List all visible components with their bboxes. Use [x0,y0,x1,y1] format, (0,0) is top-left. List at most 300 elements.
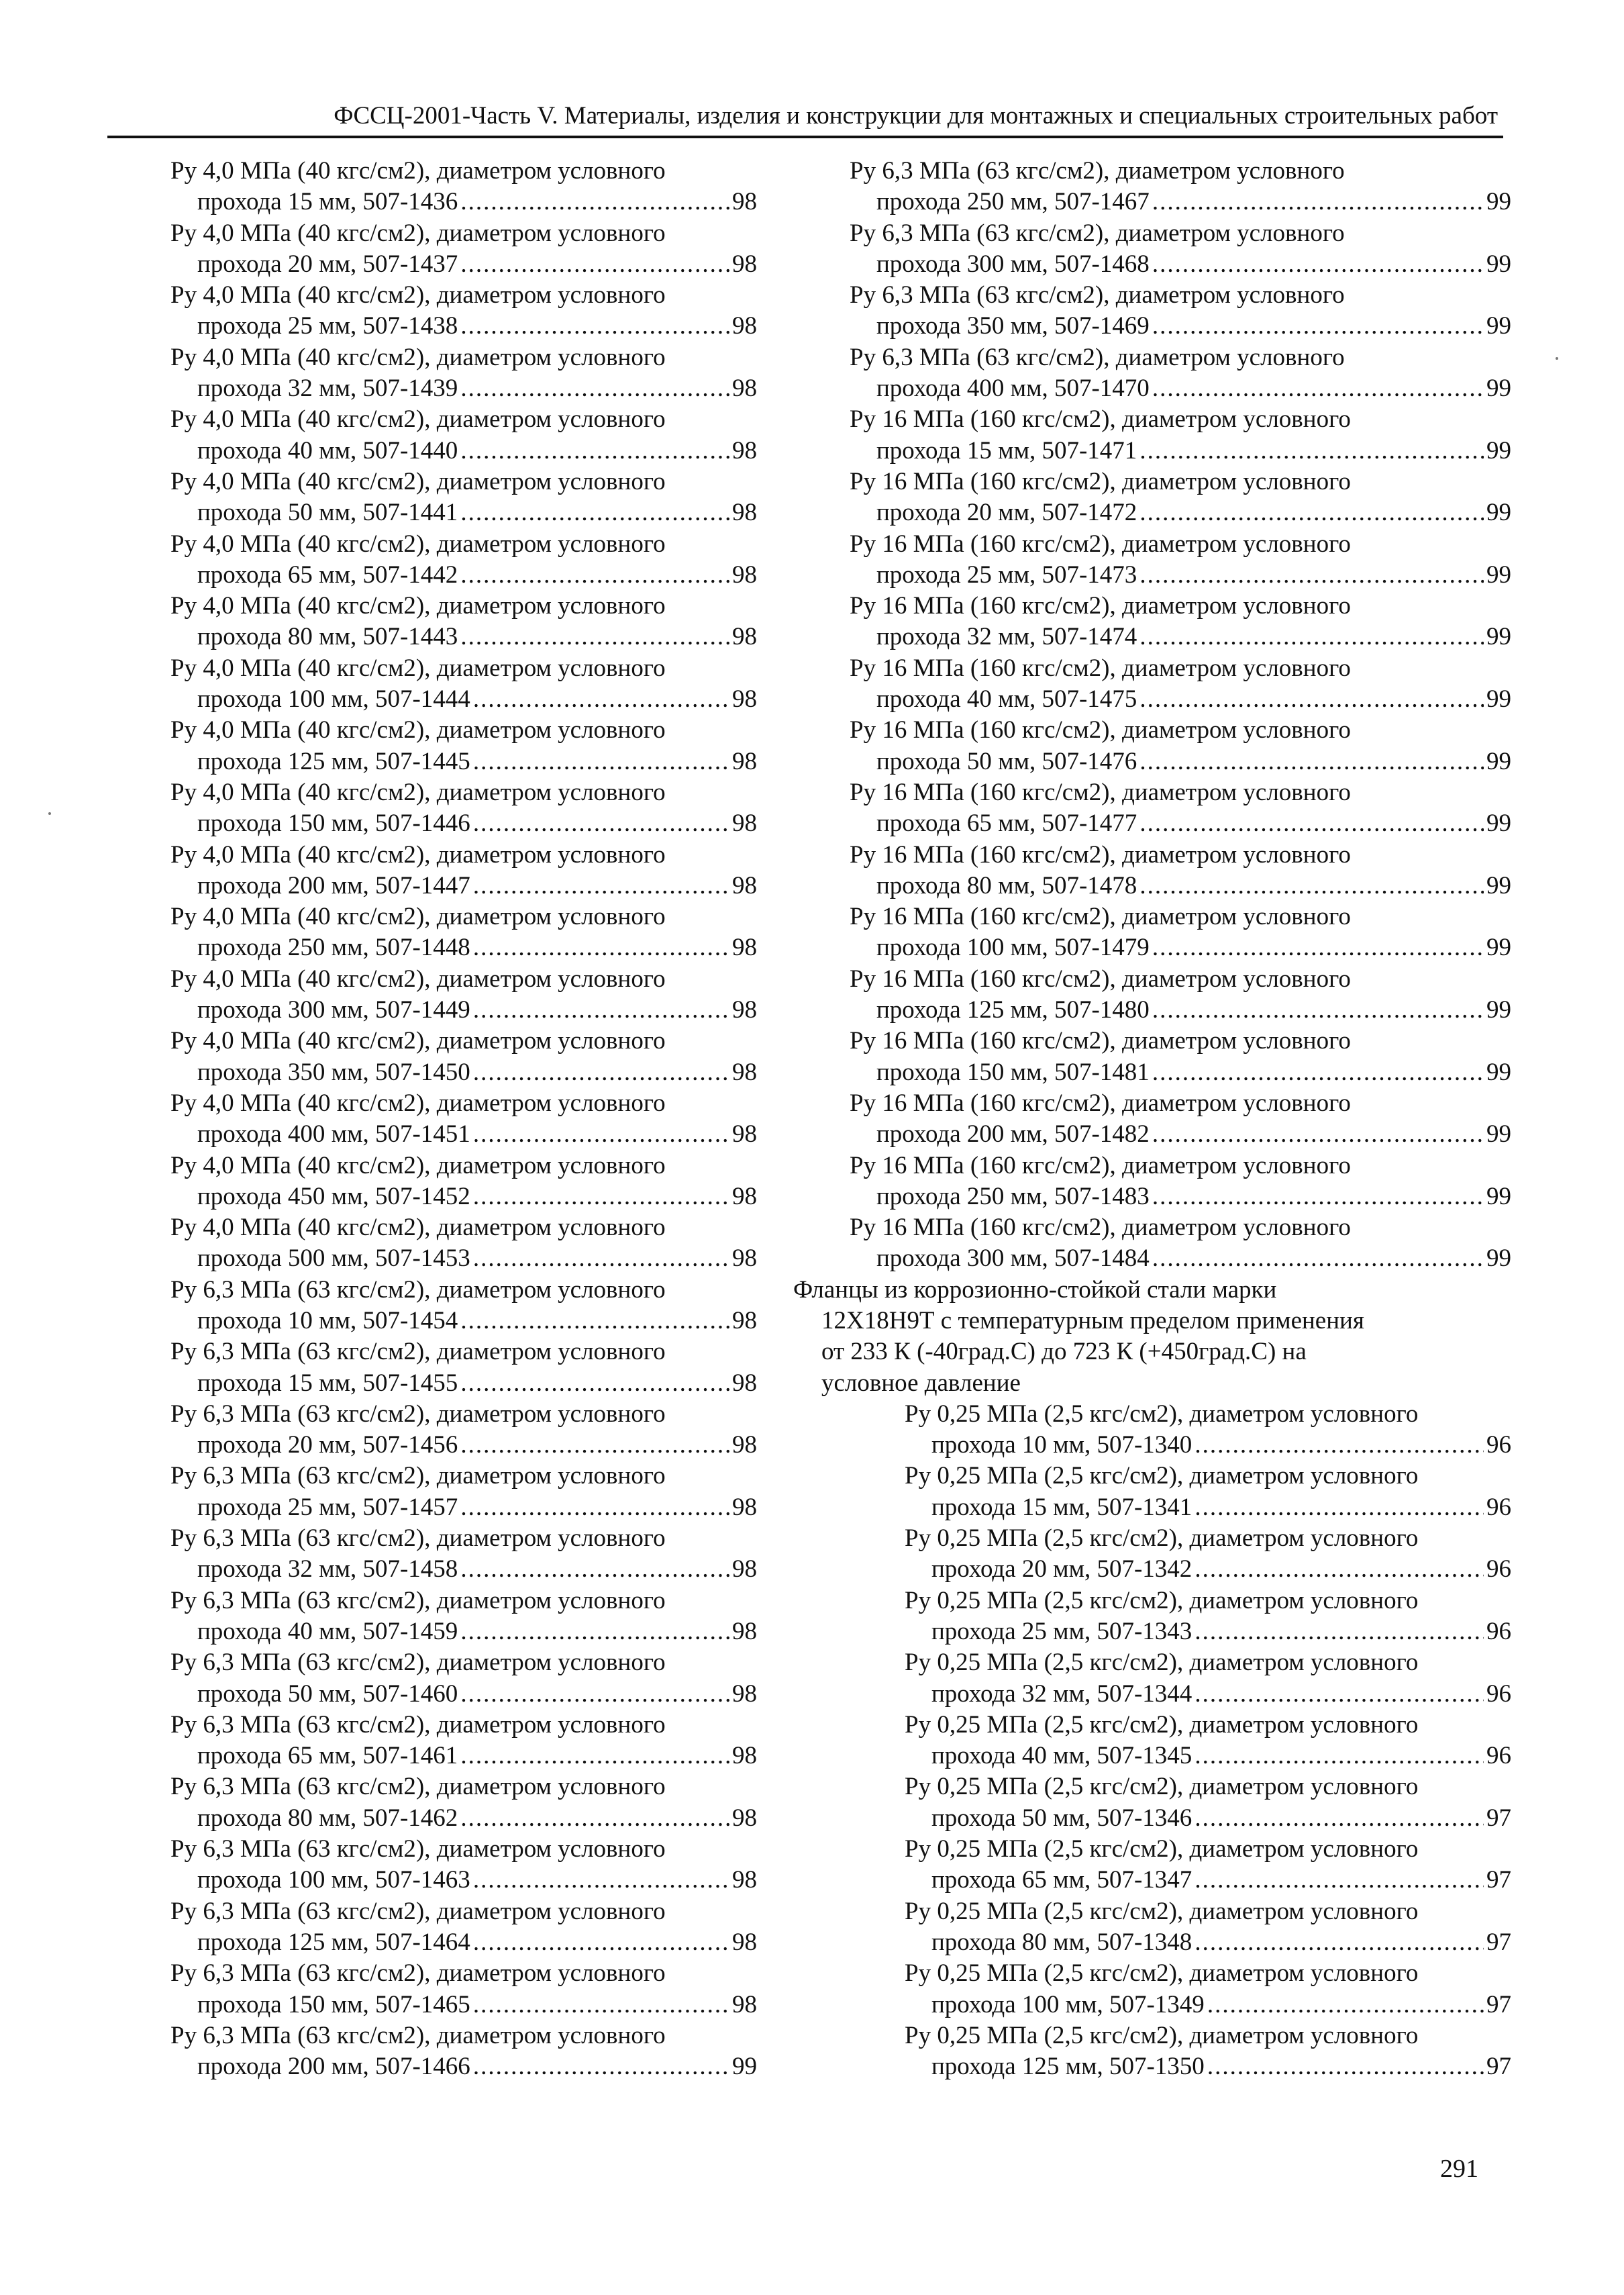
index-entry [170,1461,757,1523]
entry-page-number: 99 [1486,871,1511,899]
entry-code: прохода 10 мм, 507-1454 [197,1306,458,1334]
entry-description: Ру 4,0 МПа (40 кгс/см2), диаметром условного [170,654,666,682]
entry-description: Ру 4,0 МПа (40 кгс/см2), диаметром условного [170,903,666,931]
dot-leader [460,1306,729,1336]
dot-leader [473,684,729,715]
entry-page-number: 98 [732,934,757,962]
entry-reference-line [850,746,1511,777]
dot-leader [460,436,729,467]
section-heading-line: условное давление [821,1369,1021,1397]
entry-reference-line [850,1057,1511,1088]
entry-reference-line [170,746,757,777]
section-heading-line: от 233 К (-40град.С) до 723 К (+450град.С) на [821,1338,1307,1366]
entry-description: Ру 0,25 МПа (2,5 кгс/см2), диаметром условного [905,1462,1419,1490]
entry-page-number: 98 [732,188,757,216]
entry-reference-line [170,1927,757,1958]
index-entry [170,1151,757,1213]
entry-description: Ру 0,25 МПа (2,5 кгс/см2), диаметром условного [905,1897,1419,1925]
entry-description: Ру 0,25 МПа (2,5 кгс/см2), диаметром условного [905,1959,1419,1988]
dot-leader [1195,1803,1484,1834]
entry-code: прохода 300 мм, 507-1449 [197,996,470,1024]
entry-description: Ру 16 МПа (160 кгс/см2), диаметром условного [850,1214,1351,1242]
entry-description: Ру 6,3 МПа (63 кгс/см2), диаметром условного [170,1835,666,1863]
index-entry [850,591,1511,653]
entry-page-number: 99 [1486,312,1511,340]
entry-reference-line [170,1368,757,1399]
entry-code: прохода 40 мм, 507-1345 [931,1742,1192,1770]
dot-leader [460,1554,729,1585]
entry-reference-line [850,995,1511,1026]
dot-leader [1152,187,1484,217]
dot-leader [460,497,729,528]
entry-description: Ру 0,25 МПа (2,5 кгс/см2), диаметром условного [905,1524,1419,1553]
entry-code: прохода 20 мм, 507-1342 [931,1555,1192,1583]
index-entry [850,901,1511,964]
entry-description: Ру 0,25 МПа (2,5 кгс/см2), диаметром условного [905,1649,1419,1677]
entry-description: Ру 4,0 МПа (40 кгс/см2), диаметром условного [170,840,666,869]
entry-reference-line [170,1430,757,1461]
dot-leader [460,1741,729,1771]
entry-reference-line [850,684,1511,715]
entry-code: прохода 100 мм, 507-1463 [197,1866,470,1894]
entry-page-number: 97 [1486,2053,1511,2081]
dot-leader [460,311,729,342]
entry-reference-line [170,622,757,652]
entry-description: Ру 6,3 МПа (63 кгс/см2), диаметром условного [850,219,1345,247]
dot-leader [473,1927,729,1958]
dot-leader [1139,684,1484,715]
entry-description: Ру 16 МПа (160 кгс/см2), диаметром условного [850,716,1351,744]
entry-page-number: 99 [1486,747,1511,775]
index-entry [170,1026,757,1088]
entry-code: прохода 65 мм, 507-1442 [197,560,458,589]
index-entry [850,1151,1511,1213]
index-entry [170,342,757,405]
entry-page-number: 99 [1486,810,1511,838]
dot-leader [460,1430,729,1461]
entry-description: Ру 16 МПа (160 кгс/см2), диаметром условного [850,405,1351,434]
entry-reference-line [905,1679,1511,1710]
entry-page-number: 99 [1486,375,1511,403]
index-entry [170,1088,757,1151]
entry-description: Ру 4,0 МПа (40 кгс/см2), диаметром условного [170,965,666,993]
dot-leader [473,1057,729,1088]
section-heading-line: 12Х18Н9Т с температурным пределом применения [821,1306,1364,1334]
entry-code: прохода 450 мм, 507-1452 [197,1182,470,1210]
index-entry [850,777,1511,840]
entry-reference-line [850,871,1511,901]
index-entry [905,1399,1511,1461]
entry-reference-line [170,249,757,280]
entry-code: прохода 100 мм, 507-1479 [876,934,1150,962]
entry-reference-line [850,249,1511,280]
entry-page-number: 99 [1486,188,1511,216]
entry-description: Ру 6,3 МПа (63 кгс/см2), диаметром условного [170,1897,666,1925]
entry-reference-line [170,1554,757,1585]
entry-description: Ру 4,0 МПа (40 кгс/см2), диаметром условного [170,405,666,434]
entry-page-number: 99 [1486,250,1511,278]
entry-page-number: 99 [1486,1120,1511,1149]
entry-page-number: 99 [1486,934,1511,962]
dot-leader [1195,1430,1484,1461]
dot-leader [473,746,729,777]
entry-description: Ру 4,0 МПа (40 кгс/см2), диаметром условного [170,1151,666,1179]
entry-reference-line [905,1554,1511,1585]
entry-code: прохода 65 мм, 507-1477 [876,810,1137,838]
entry-page-number: 99 [1486,685,1511,714]
dot-leader [1139,746,1484,777]
entry-reference-line [170,1990,757,2020]
entry-code: прохода 50 мм, 507-1476 [876,747,1137,775]
scan-speck [48,812,51,815]
entry-description: Ру 16 МПа (160 кгс/см2), диаметром условного [850,592,1351,620]
entry-reference-line [905,2051,1511,2082]
entry-reference-line [170,1865,757,1896]
entry-reference-line [170,995,757,1026]
dot-leader [1195,1679,1484,1710]
dot-leader [1207,1990,1484,2020]
index-entry [850,1026,1511,1088]
entry-code: прохода 32 мм, 507-1344 [931,1679,1192,1708]
entry-page-number: 97 [1486,1928,1511,1956]
entry-code: прохода 150 мм, 507-1465 [197,1990,470,2018]
entry-description: Ру 4,0 МПа (40 кгс/см2), диаметром условного [170,467,666,495]
dot-leader [1195,1741,1484,1771]
index-entry [850,342,1511,405]
entry-description: Ру 4,0 МПа (40 кгс/см2), диаметром условного [170,716,666,744]
entry-page-number: 97 [1486,1804,1511,1832]
entry-reference-line [905,1803,1511,1834]
dot-leader [1139,497,1484,528]
dot-leader [1152,1057,1484,1088]
entry-reference-line [850,373,1511,404]
entry-description: Ру 0,25 МПа (2,5 кгс/см2), диаметром условного [905,2021,1419,2049]
dot-leader [460,249,729,280]
dot-leader [1152,373,1484,404]
dot-leader [1152,995,1484,1026]
entry-reference-line [170,1492,757,1523]
running-header-title: ФССЦ-2001-Часть V. Материалы, изделия и конструкции для монтажных и специальных строительных работ [334,102,1498,130]
entry-page-number: 98 [732,499,757,527]
entry-code: прохода 250 мм, 507-1483 [876,1182,1150,1210]
dot-leader [460,1368,729,1399]
index-entry [850,156,1511,218]
entry-reference-line [850,187,1511,217]
index-entry [850,964,1511,1026]
index-entries-right [850,156,1511,1275]
entry-page-number: 99 [1486,1182,1511,1210]
index-entry [170,1523,757,1585]
page-number: 291 [1440,2155,1478,2183]
index-entry [170,1896,757,1959]
entry-reference-line [850,560,1511,591]
entry-code: прохода 40 мм, 507-1440 [197,436,458,465]
entry-code: прохода 50 мм, 507-1346 [931,1804,1192,1832]
dot-leader [473,1181,729,1212]
entry-description: Ру 4,0 МПа (40 кгс/см2), диаметром условного [170,219,666,247]
index-entry [905,1523,1511,1585]
dot-leader [473,1990,729,2020]
index-column-left [170,156,757,2082]
entry-reference-line [850,436,1511,467]
entry-reference-line [170,311,757,342]
index-entry [905,1647,1511,1710]
entry-code: прохода 150 мм, 507-1446 [197,810,470,838]
entry-reference-line [170,1803,757,1834]
section-heading-line: Фланцы из коррозионно-стойкой стали марки [793,1275,1277,1304]
index-entry [170,529,757,591]
index-entry [850,467,1511,529]
dot-leader [473,808,729,839]
entry-description: Ру 6,3 МПа (63 кгс/см2), диаметром условного [170,1959,666,1988]
entry-reference-line [170,373,757,404]
entry-description: Ру 16 МПа (160 кгс/см2), диаметром условного [850,1089,1351,1117]
entry-page-number: 99 [1486,499,1511,527]
index-entry [170,1958,757,2020]
entry-code: прохода 25 мм, 507-1343 [931,1617,1192,1645]
index-entry [170,1834,757,1896]
entry-page-number: 96 [1486,1679,1511,1708]
dot-leader [1152,1119,1484,1150]
entry-description: Ру 6,3 МПа (63 кгс/см2), диаметром условного [170,1586,666,1614]
index-entry [905,1585,1511,1648]
entry-code: прохода 65 мм, 507-1461 [197,1742,458,1770]
dot-leader [1195,1927,1484,1958]
index-entry [170,156,757,218]
entry-page-number: 98 [732,747,757,775]
index-entry [170,1771,757,1834]
entry-code: прохода 80 мм, 507-1478 [876,871,1137,899]
entry-reference-line [170,932,757,963]
entry-page-number: 99 [1486,996,1511,1024]
entry-code: прохода 400 мм, 507-1470 [876,375,1150,403]
index-entry [170,2020,757,2083]
index-entry [850,1088,1511,1151]
entry-page-number: 98 [732,1804,757,1832]
entry-code: прохода 125 мм, 507-1480 [876,996,1150,1024]
entry-code: прохода 32 мм, 507-1458 [197,1555,458,1583]
index-entry [170,1212,757,1275]
dot-leader [473,995,729,1026]
entry-page-number: 96 [1486,1431,1511,1459]
entry-description: Ру 4,0 МПа (40 кгс/см2), диаметром условного [170,1089,666,1117]
entry-description: Ру 6,3 МПа (63 кгс/см2), диаметром условного [170,1773,666,1801]
dot-leader [473,1119,729,1150]
entry-reference-line [905,1741,1511,1771]
dot-leader [473,932,729,963]
entry-reference-line [170,808,757,839]
entry-page-number: 98 [732,1244,757,1273]
running-header [107,93,1503,138]
dot-leader [1195,1865,1484,1896]
entry-page-number: 98 [732,1866,757,1894]
entry-page-number: 99 [1486,623,1511,651]
index-entry [170,1336,757,1399]
entry-code: прохода 200 мм, 507-1466 [197,2053,470,2081]
index-entry [170,964,757,1026]
entry-code: прохода 125 мм, 507-1350 [931,2053,1205,2081]
dot-leader [1139,622,1484,652]
entry-description: Ру 0,25 МПа (2,5 кгс/см2), диаметром условного [905,1710,1419,1739]
index-entry [850,715,1511,777]
index-entry [850,280,1511,342]
index-entry [170,1710,757,1772]
entry-description: Ру 6,3 МПа (63 кгс/см2), диаметром условного [170,1524,666,1553]
index-entry [905,2020,1511,2083]
dot-leader [1152,249,1484,280]
dot-leader [473,871,729,901]
index-entry [850,653,1511,716]
entry-description: Ру 6,3 МПа (63 кгс/см2), диаметром условного [170,1400,666,1428]
index-entry [170,777,757,840]
entry-description: Ру 6,3 МПа (63 кгс/см2), диаметром условного [850,157,1345,185]
entry-code: прохода 80 мм, 507-1348 [931,1928,1192,1956]
entry-page-number: 98 [732,560,757,589]
entry-page-number: 98 [732,1493,757,1521]
dot-leader [1139,436,1484,467]
entry-page-number: 98 [732,1306,757,1334]
index-entry [170,467,757,529]
dot-leader [1207,2051,1484,2082]
entry-page-number: 98 [732,996,757,1024]
index-entry [850,218,1511,281]
entry-reference-line [170,1741,757,1771]
entry-description: Ру 4,0 МПа (40 кгс/см2), диаметром условного [170,157,666,185]
entry-reference-line [850,622,1511,652]
entry-code: прохода 100 мм, 507-1349 [931,1990,1205,2018]
entry-description: Ру 16 МПа (160 кгс/см2), диаметром условного [850,467,1351,495]
index-entry [170,1399,757,1461]
index-entry [850,1212,1511,1275]
entry-page-number: 98 [732,1431,757,1459]
index-entry [850,404,1511,467]
entry-reference-line [850,497,1511,528]
index-entry [170,840,757,902]
entry-page-number: 98 [732,1058,757,1086]
entry-code: прохода 350 мм, 507-1450 [197,1058,470,1086]
scan-speck [1556,357,1558,360]
index-entry [905,1834,1511,1896]
entry-code: прохода 10 мм, 507-1340 [931,1431,1192,1459]
entry-page-number: 99 [1486,436,1511,465]
entry-page-number: 96 [1486,1617,1511,1645]
index-entry [905,1896,1511,1959]
entry-reference-line [170,1679,757,1710]
entry-description: Ру 16 МПа (160 кгс/см2), диаметром условного [850,1027,1351,1055]
dot-leader [460,622,729,652]
entry-code: прохода 80 мм, 507-1462 [197,1804,458,1832]
index-entry [170,901,757,964]
entry-description: Ру 6,3 МПа (63 кгс/см2), диаметром условного [170,1710,666,1739]
entry-page-number: 98 [732,810,757,838]
entry-page-number: 98 [732,1928,757,1956]
entry-reference-line [850,1181,1511,1212]
entry-code: прохода 15 мм, 507-1341 [931,1493,1192,1521]
entry-code: прохода 65 мм, 507-1347 [931,1866,1192,1894]
entry-description: Ру 0,25 МПа (2,5 кгс/см2), диаметром условного [905,1586,1419,1614]
dot-leader [1195,1492,1484,1523]
entry-reference-line [170,871,757,901]
entry-description: Ру 0,25 МПа (2,5 кгс/см2), диаметром условного [905,1773,1419,1801]
index-entry [905,1771,1511,1834]
entry-code: прохода 200 мм, 507-1447 [197,871,470,899]
entry-description: Ру 6,3 МПа (63 кгс/см2), диаметром условного [170,1649,666,1677]
dot-leader [1139,808,1484,839]
entry-page-number: 99 [732,2053,757,2081]
entry-code: прохода 300 мм, 507-1468 [876,250,1150,278]
dot-leader [1139,871,1484,901]
entry-reference-line [170,1119,757,1150]
entry-page-number: 98 [732,685,757,714]
entry-reference-line [170,560,757,591]
entry-code: прохода 150 мм, 507-1481 [876,1058,1150,1086]
dot-leader [1152,932,1484,963]
entry-reference-line [170,684,757,715]
entry-code: прохода 15 мм, 507-1471 [876,436,1137,465]
index-entry [905,1710,1511,1772]
entry-page-number: 98 [732,250,757,278]
entry-description: Ру 16 МПа (160 кгс/см2), диаметром условного [850,840,1351,869]
entry-code: прохода 250 мм, 507-1448 [197,934,470,962]
dot-leader [460,1803,729,1834]
entry-page-number: 98 [732,1617,757,1645]
entry-code: прохода 15 мм, 507-1436 [197,188,458,216]
entry-description: Ру 16 МПа (160 кгс/см2), диаметром условного [850,654,1351,682]
entry-code: прохода 250 мм, 507-1467 [876,188,1150,216]
dot-leader [460,560,729,591]
entry-code: прохода 125 мм, 507-1445 [197,747,470,775]
entry-description: Ру 16 МПа (160 кгс/см2), диаметром условного [850,1151,1351,1179]
entry-description: Ру 4,0 МПа (40 кгс/см2), диаметром условного [170,281,666,309]
section-heading-stainless-flanges [793,1275,1511,1399]
index-entry [905,1461,1511,1523]
entry-reference-line [905,1430,1511,1461]
entry-reference-line [850,1243,1511,1274]
entry-code: прохода 100 мм, 507-1444 [197,685,470,714]
entry-description: Ру 4,0 МПа (40 кгс/см2), диаметром условного [170,530,666,558]
dot-leader [460,1616,729,1647]
entry-page-number: 97 [1486,1866,1511,1894]
dot-leader [1152,1181,1484,1212]
entry-page-number: 96 [1486,1493,1511,1521]
entry-page-number: 98 [732,1182,757,1210]
entry-page-number: 98 [732,436,757,465]
entry-reference-line [905,1865,1511,1896]
entry-reference-line [905,1927,1511,1958]
dot-leader [1152,1243,1484,1274]
entry-page-number: 98 [732,623,757,651]
entry-code: прохода 50 мм, 507-1441 [197,499,458,527]
entry-code: прохода 200 мм, 507-1482 [876,1120,1150,1149]
entry-description: Ру 4,0 МПа (40 кгс/см2), диаметром условного [170,343,666,371]
index-column-right [793,156,1511,2082]
entry-page-number: 98 [732,1120,757,1149]
entry-description: Ру 4,0 МПа (40 кгс/см2), диаметром условного [170,778,666,806]
entry-page-number: 99 [1486,1058,1511,1086]
entry-description: Ру 0,25 МПа (2,5 кгс/см2), диаметром условного [905,1835,1419,1863]
entry-code: прохода 32 мм, 507-1439 [197,375,458,403]
entry-page-number: 97 [1486,1990,1511,2018]
entry-reference-line [170,1616,757,1647]
entry-reference-line [170,1306,757,1336]
entry-description: Ру 6,3 МПа (63 кгс/см2), диаметром условного [850,343,1345,371]
dot-leader [1139,560,1484,591]
index-entry [170,1585,757,1648]
entry-description: Ру 6,3 МПа (63 кгс/см2), диаметром условного [170,1462,666,1490]
entry-page-number: 98 [732,312,757,340]
entry-description: Ру 6,3 МПа (63 кгс/см2), диаметром условного [170,1275,666,1304]
index-entry [170,218,757,281]
